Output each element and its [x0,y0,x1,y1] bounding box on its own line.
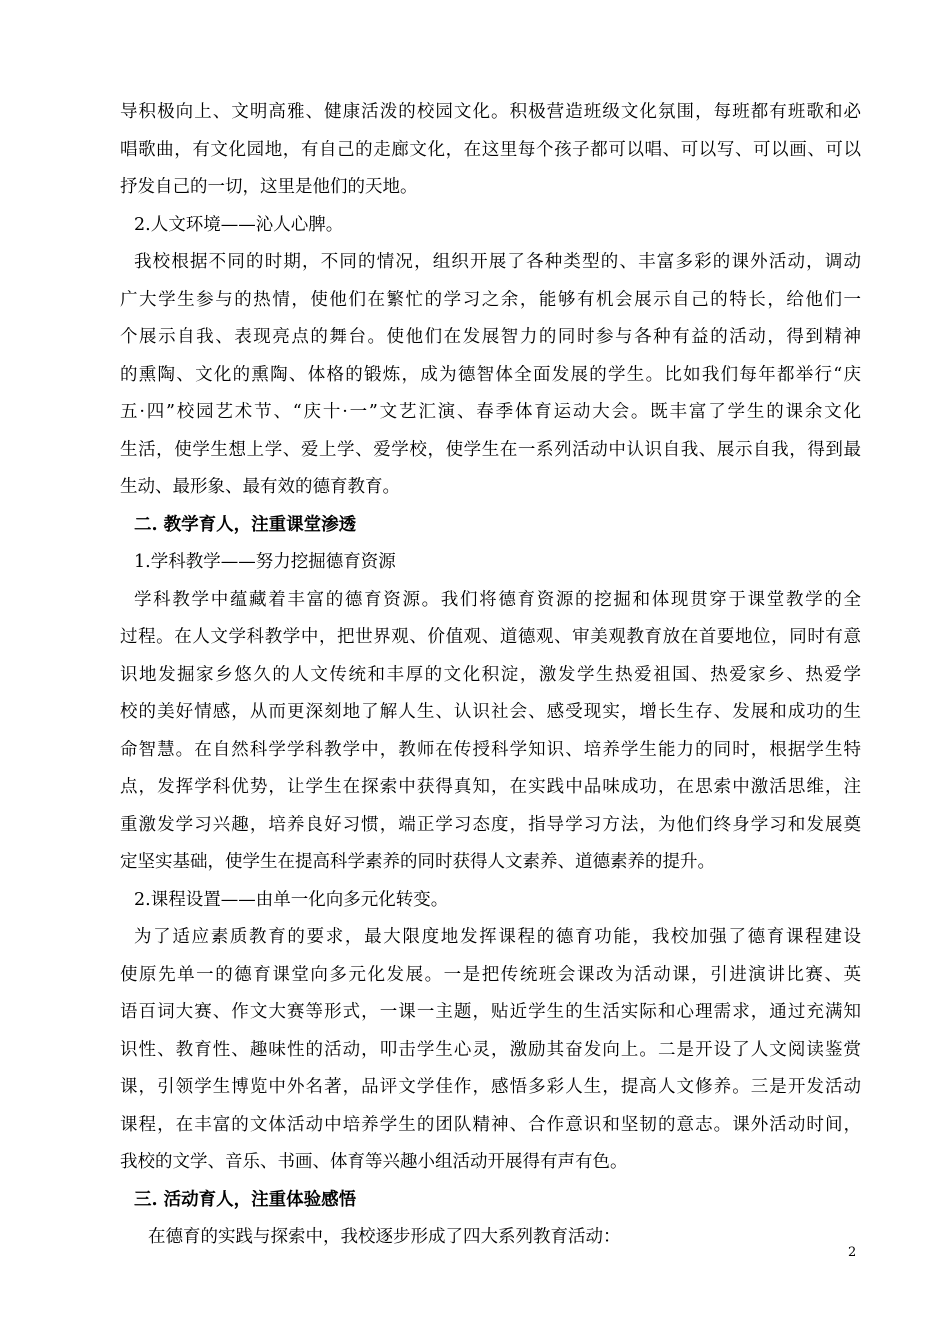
text-line: 学科教学中蕴藏着丰富的德育资源。我们将德育资源的挖掘和体现贯穿于课堂教学的全 [134,589,861,610]
text-line: 广大学生参与的热情，使他们在繁忙的学习之余，能够有机会展示自己的特长，给他们一 [120,289,861,310]
text-line: 导积极向上、文明高雅、健康活泼的校园文化。积极营造班级文化氛围，每班都有班歌和必 [120,102,861,122]
subsection-heading: 1.学科教学——努力挖掘德育资源 [134,552,396,572]
text-line: 课，引领学生博览中外名著，品评文学佳作，感悟多彩人生，提高人文修养。三是开发活动 [120,1077,861,1097]
text-line: 五·四”校园艺术节、“庆十·一”文艺汇演、春季体育运动大会。既丰富了学生的课余文化 [120,402,861,422]
text-line: 使原先单一的德育课堂向多元化发展。一是把传统班会课改为活动课，引进演讲比赛、英 [120,964,861,985]
text-line: 点，发挥学科优势，让学生在探索中获得真知，在实践中品味成功，在思索中激活思维，注 [120,777,861,797]
text-line: 生活，使学生想上学、爱上学、爱学校，使学生在一系列活动中认识自我、展示自我，得到最 [120,439,861,460]
text-line: 我校根据不同的时期，不同的情况，组织开展了各种类型的、丰富多彩的课外活动，调动 [134,252,861,272]
text-line: 识性、教育性、趣味性的活动，叩击学生心灵，激励其奋发向上。二是开设了人文阅读鉴赏 [120,1039,861,1060]
section-heading: 三. 活动育人，注重体验感悟 [134,1189,357,1210]
text-line: 抒发自己的一切，这里是他们的天地。 [120,177,418,197]
text-line: 定坚实基础，使学生在提高科学素养的同时获得人文素养、道德素养的提升。 [120,852,715,872]
page-number: 2 [848,1245,857,1260]
text-line: 重激发学习兴趣，培养良好习惯，端正学习态度，指导学习方法，为他们终身学习和发展奠 [120,814,861,835]
text-line: 命智慧。在自然科学学科教学中，教师在传授科学知识、培养学生能力的同时，根据学生特 [120,739,861,760]
text-line: 为了适应素质教育的要求，最大限度地发挥课程的德育功能，我校加强了德育课程建设 [134,927,861,947]
text-line: 课程，在丰富的文体活动中培养学生的团队精神、合作意识和坚韧的意志。课外活动时间， [120,1114,861,1135]
text-line: 我校的文学、音乐、书画、体育等兴趣小组活动开展得有声有色。 [120,1152,628,1172]
text-line: 过程。在人文学科教学中，把世界观、价值观、道德观、审美观教育放在首要地位，同时有意 [120,627,861,647]
section-heading: 二. 教学育人，注重课堂渗透 [134,514,357,535]
subsection-heading: 2.课程设置——由单一化向多元化转变。 [134,889,449,910]
subsection-heading: 2.人文环境——沁人心脾。 [134,214,344,235]
document-body [120,94,861,1257]
text-line: 在德育的实践与探索中，我校逐步形成了四大系列教育活动： [148,1227,621,1247]
text-line: 唱歌曲，有文化园地，有自己的走廊文化，在这里每个孩子都可以唱、可以写、可以画、可以 [120,139,861,160]
text-line: 语百词大赛、作文大赛等形式，一课一主题，贴近学生的生活实际和心理需求，通过充满知 [120,1002,861,1022]
text-line: 校的美好情感，从而更深刻地了解人生、认识社会、感受现实，增长生存、发展和成功的生 [120,702,861,722]
text-line: 的熏陶、文化的熏陶、体格的锻炼，成为德智体全面发展的学生。比如我们每年都举行“庆 [120,364,861,385]
text-line: 个展示自我、表现亮点的舞台。使他们在发展智力的同时参与各种有益的活动，得到精神 [120,327,861,347]
text-line: 识地发掘家乡悠久的人文传统和丰厚的文化积淀，激发学生热爱祖国、热爱家乡、热爱学 [120,664,861,685]
text-line: 生动、最形象、最有效的德育教育。 [120,477,400,497]
